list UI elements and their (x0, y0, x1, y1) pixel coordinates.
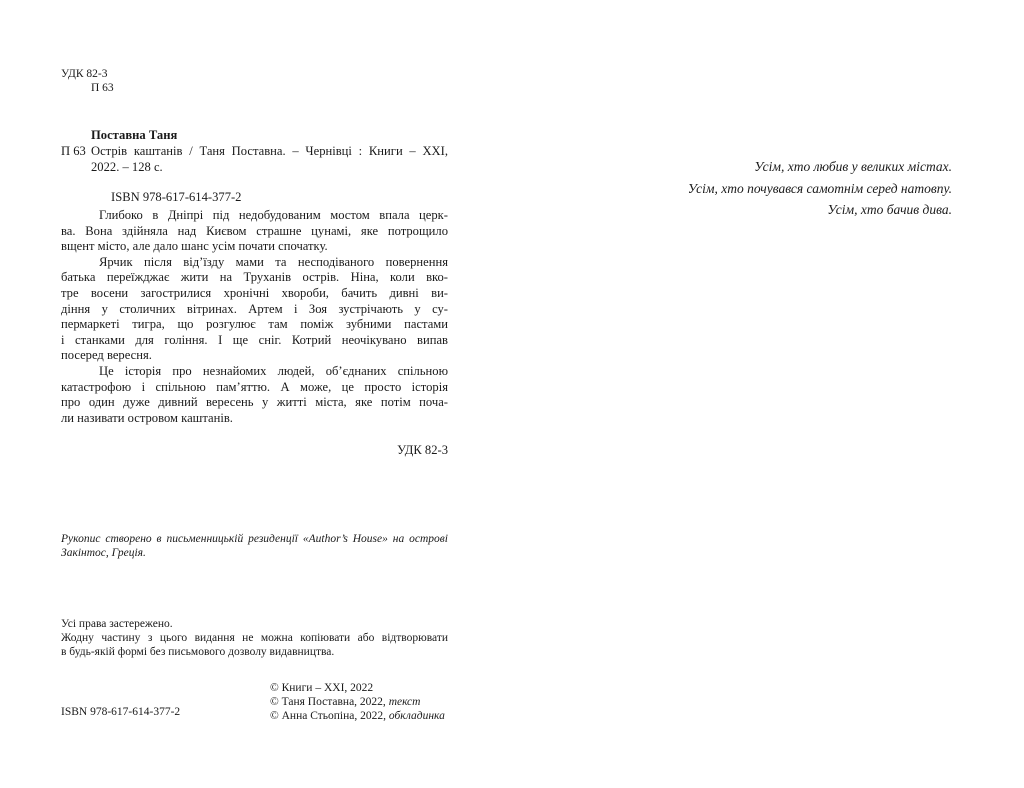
udk-code: УДК 82-3 (61, 68, 108, 80)
epigraph (688, 156, 952, 221)
rights-line: Усі права застережено. (61, 618, 173, 630)
isbn-bottom: ISBN 978-617-614-377-2 (61, 706, 181, 718)
imprint-page (61, 0, 448, 788)
copyright-role: обкладинка (388, 710, 445, 722)
udk-code-bottom: УДК 82-3 (397, 443, 448, 457)
annotation-line: вщент місто, але дало шанс усім почати спочатку. (61, 239, 328, 254)
biblio-line: 2022. – 128 с. (91, 159, 163, 174)
rights-line: в будь-якій формі без письмового дозволу видавництва. (61, 646, 335, 658)
author-name: Поставна Таня (91, 128, 178, 142)
annotation-line: Глибоко в Дніпрі під недобудованим мостом впала церк- (99, 208, 448, 222)
copyright-text: © Анна Стьопіна, 2022, (270, 710, 386, 722)
copyright-line (270, 709, 445, 723)
rights-line: Жодну частину з цього видання не можна копіювати або відтворювати (61, 632, 448, 644)
dedication-page (560, 0, 952, 788)
annotation-line: катастрофою і спільною пам’яттю. А може, це просто історія (61, 379, 448, 394)
copyright-block (270, 681, 445, 723)
copyright-line (270, 695, 445, 709)
annotation-paragraph (61, 364, 448, 426)
manuscript-note (61, 532, 448, 560)
udk-header (61, 67, 114, 95)
annotation-line: Це історія про незнайомих людей, об’єднаних спільною (99, 363, 448, 378)
annotation-line: ли називати островом каштанів. (61, 410, 233, 425)
annotation-line: діння у столичних вітринах. Артем і Зоя зустрічають у су- (61, 301, 448, 316)
biblio-line: Острів каштанів / Таня Поставна. – Чернівці : Книги – XXI, (91, 144, 448, 158)
annotation-line: Ярчик після від’їзду мами та несподіваного повернення (99, 254, 448, 269)
annotation-line: батька переїжджає жити на Труханів острів. Ніна, коли вко- (61, 270, 448, 285)
copyright-text: © Книги – XXI, 2022 (270, 682, 374, 694)
annotation-line: посеред вересня. (61, 348, 152, 363)
copyright-line (270, 681, 445, 695)
author-mark: П 63 (91, 82, 114, 94)
annotation-line: пермаркеті тигра, що розгулює там поміж зубними пастами (61, 317, 448, 332)
annotation-paragraph (61, 208, 448, 255)
biblio-description (91, 144, 448, 175)
annotation-line: про один дуже дивний вересень у житті міста, яке потім поча- (61, 395, 448, 410)
copyright-text: © Таня Поставна, 2022, (270, 696, 386, 708)
annotation-line: ва. Вона здійняла над Києвом страшне цунамі, яке потрощило (61, 223, 448, 238)
copyright-role: текст (388, 696, 421, 708)
epigraph-line: Усім, хто почувався самотнім серед натовпу. (687, 180, 952, 196)
biblio-code: П 63 (61, 144, 86, 158)
manuscript-line: Закінтос, Греція. (61, 547, 146, 559)
annotation-line: і станками для гоління. І ще сніг. Котрий неочікувано випав (61, 332, 448, 347)
annotation (61, 208, 448, 426)
annotation-paragraph (61, 255, 448, 364)
epigraph-line: Усім, хто любив у великих містах. (754, 159, 952, 174)
isbn: ISBN 978-617-614-377-2 (111, 190, 242, 204)
rights-notice (61, 617, 448, 659)
annotation-line: тре восени загострилися хронічні хвороби, бачить дивні ви- (61, 285, 448, 300)
manuscript-line: Рукопис створено в письменницькій резиденції «Author’s House» на острові (61, 533, 448, 545)
epigraph-line: Усім, хто бачив дива. (827, 202, 952, 217)
